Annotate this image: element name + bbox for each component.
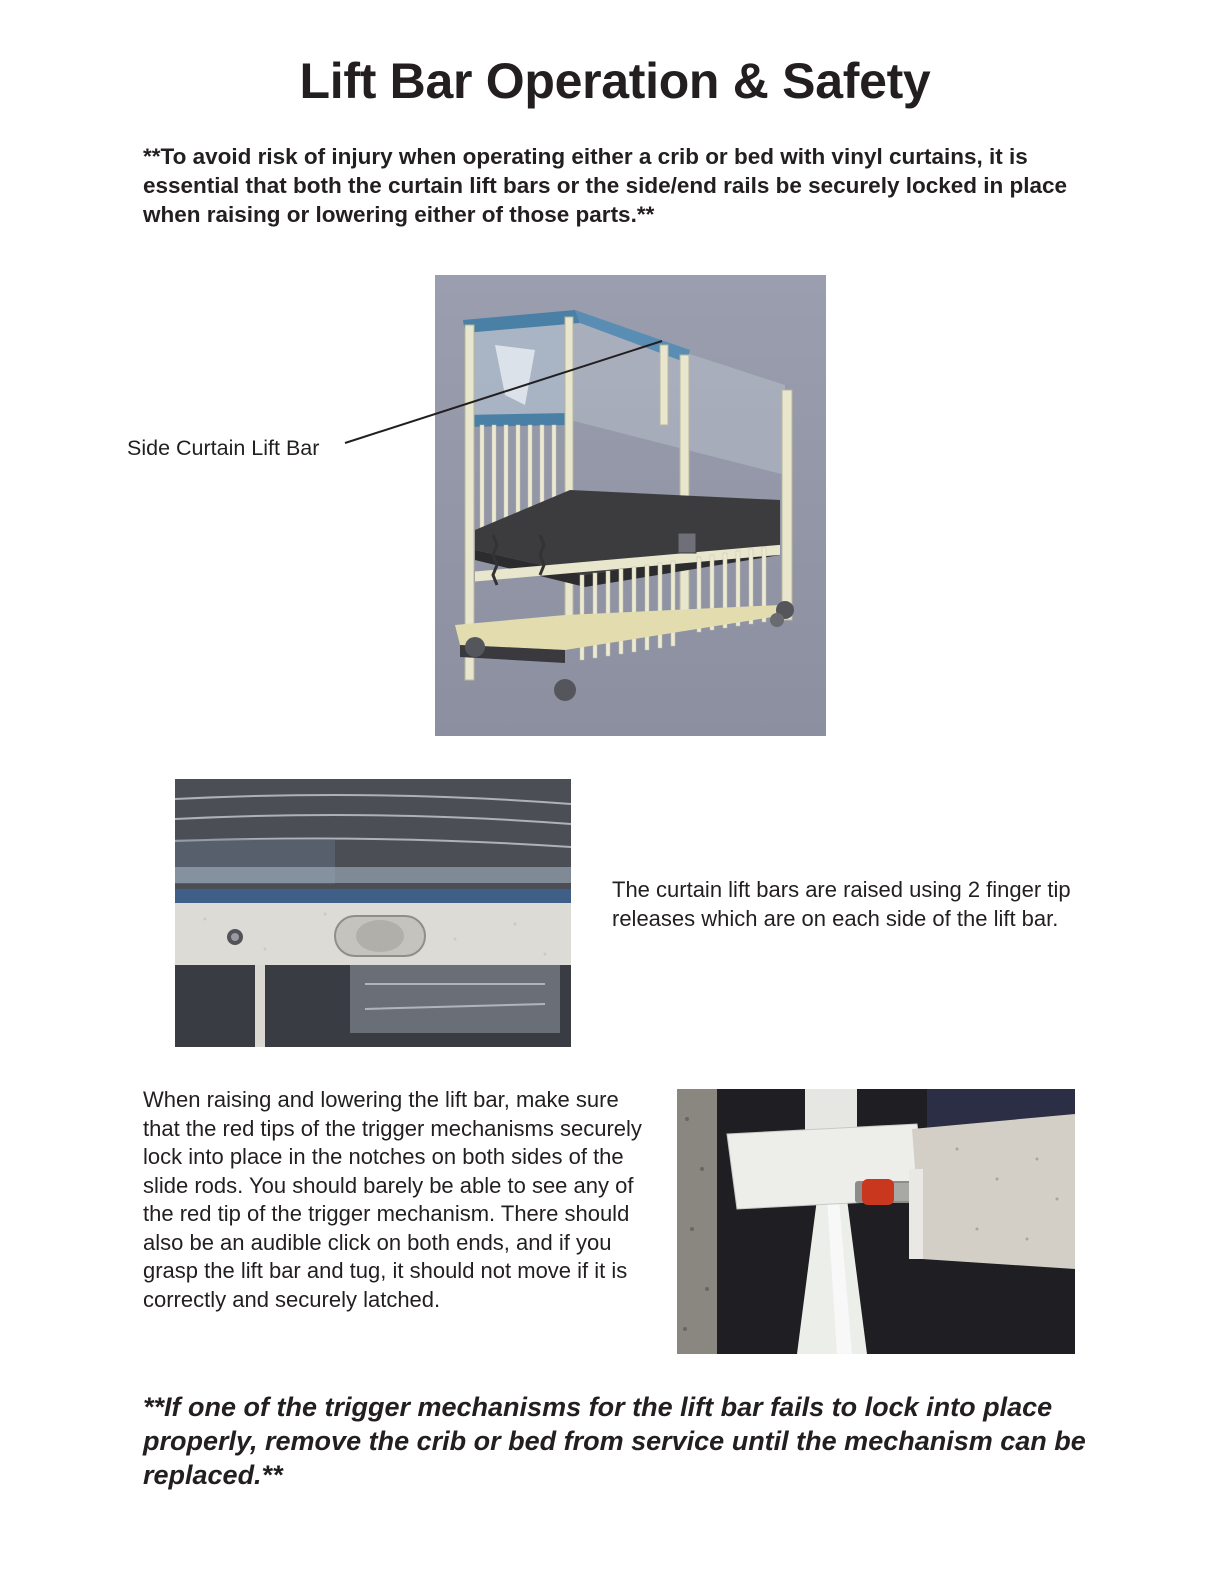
safety-warning-bottom: **If one of the trigger mechanisms for the lift bar fails to lock into place properly, remove the crib or bed from service until the mechanism can be replaced.**	[143, 1392, 1086, 1490]
page-title: Lift Bar Operation & Safety	[299, 53, 931, 109]
safety-warning-top: **To avoid risk of injury when operating either a crib or bed with vinyl curtains, it is essential that both the curtain lift bars or the side/end rails be securely locked in place when raising or lowering either of those parts.**	[143, 144, 1068, 227]
release-description: The curtain lift bars are raised using 2 finger tip releases which are on each side of the lift bar.	[612, 877, 1071, 931]
callout-label-side-curtain-lift-bar: Side Curtain Lift Bar	[127, 436, 320, 460]
trigger-mechanism-photo	[677, 1089, 1075, 1354]
raising-lowering-instructions: When raising and lowering the lift bar, make sure that the red tips of the trigger mechanisms securely lock into place in the notches on both sides of the slide rods. You should barely be able to see any of the red tip of the trigger mechanism. There should also be an audible click on both ends, and if you grasp the lift bar and tug, it should not move if it is correctly and securely latched.	[143, 1087, 642, 1312]
finger-tip-release-photo	[175, 779, 571, 1047]
crib-photo	[435, 275, 826, 736]
